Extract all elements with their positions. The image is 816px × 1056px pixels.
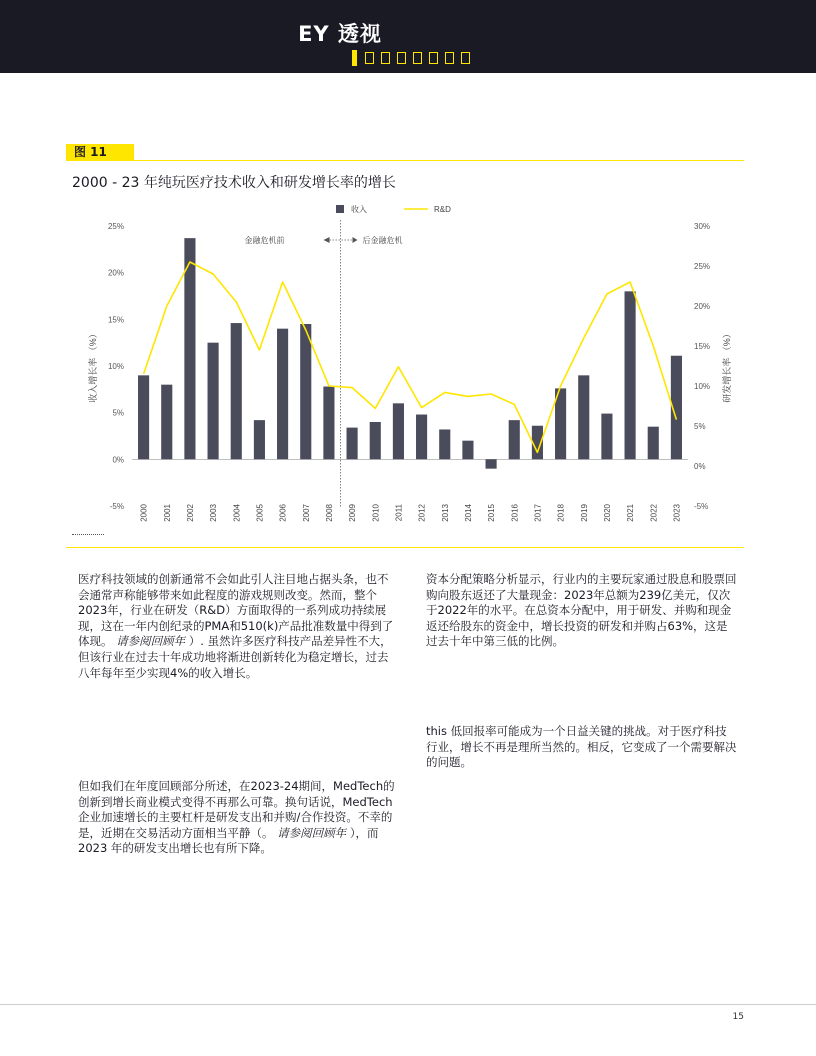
header-title: EY 透视	[298, 22, 382, 46]
x-tick-label: 2008	[324, 504, 334, 522]
header-accent-bar	[352, 50, 357, 66]
x-tick-label: 2010	[371, 504, 381, 522]
missing-glyph-box	[461, 52, 470, 64]
chart	[70, 198, 732, 522]
x-tick-label: 2022	[649, 504, 659, 522]
right-tick-label: 10%	[694, 382, 711, 391]
bar-revenue	[416, 415, 427, 460]
right-tick-label: 15%	[694, 342, 711, 351]
right-tick-label: -5%	[694, 502, 709, 511]
x-tick-label: 2017	[533, 504, 543, 522]
legend-label-revenue: 收入	[351, 205, 367, 214]
left-paragraph-1	[78, 572, 396, 681]
x-tick-label: 2016	[510, 504, 520, 522]
annotation-after-crisis: 后金融危机	[362, 236, 403, 245]
left-paragraph-2-text-cont: ），而 2023 年的研发支出增长也有所下降。	[78, 825, 379, 856]
right-tick-label: 5%	[694, 422, 706, 431]
x-tick-label: 2004	[232, 504, 242, 522]
left-tick-label: 5%	[112, 408, 124, 418]
footer-rule	[0, 1004, 816, 1005]
annotation-before-crisis: 金融危机前	[244, 236, 285, 245]
x-tick-label: 2015	[487, 504, 497, 522]
bar-revenue	[231, 323, 242, 459]
bar-revenue	[393, 403, 404, 459]
missing-glyph-box	[445, 52, 454, 64]
x-tick-label: 2001	[162, 504, 172, 522]
header-subtitle-boxes	[352, 50, 474, 66]
arrow-right-icon	[353, 237, 358, 243]
bar-revenue	[462, 441, 473, 460]
x-tick-label: 2003	[209, 504, 219, 522]
left-axis-title: 收入增长率 （%）	[88, 329, 98, 403]
bar-revenue	[138, 375, 149, 459]
left-tick-label: 10%	[107, 362, 124, 371]
bar-revenue	[184, 238, 195, 459]
bar-revenue	[208, 343, 219, 460]
arrow-left-icon	[324, 237, 330, 243]
right-tick-label: 20%	[694, 302, 711, 311]
right-tick-label: 25%	[694, 262, 711, 271]
missing-glyph-box	[365, 52, 374, 64]
bar-revenue	[625, 291, 636, 459]
left-tick-label: 15%	[107, 315, 124, 325]
figure-top-rule	[66, 160, 744, 161]
x-tick-label: 2007	[301, 504, 311, 522]
bar-revenue	[277, 329, 288, 460]
right-paragraph-1: 资本分配策略分析显示，行业内的主要玩家通过股息和股票回购向股东返还了大量现金：2023年总额为239亿美元，仅次于2022年的水平。在总资本分配中，用于研发、并购和现金返还给股东的资金中，增长投资的研发和并购占63%，这是过去十年中第三低的比例。	[426, 572, 737, 649]
review-reference-link[interactable]: 请参阅回顾年	[116, 634, 186, 649]
left-paragraph-1-text-cont: ）. 虽然许多医疗科技产品差异性不大，但该行业在过去十年成功地将渐进创新转化为稳定增长，过去八年每年至少实现4%的收入增长。	[78, 634, 392, 680]
x-tick-label: 2014	[463, 504, 473, 522]
right-tick-label: 30%	[694, 222, 711, 231]
x-tick-label: 2012	[417, 504, 427, 522]
page-number: 15	[732, 1012, 744, 1022]
bar-revenue	[161, 385, 172, 460]
left-tick-label: 25%	[107, 222, 124, 231]
bar-revenue	[509, 420, 520, 459]
x-tick-label: 2006	[278, 504, 288, 522]
bar-revenue	[323, 387, 334, 460]
bar-revenue	[254, 420, 265, 459]
left-tick-label: 20%	[107, 268, 124, 278]
source-dots	[72, 534, 104, 535]
legend-swatch-revenue	[336, 205, 344, 213]
missing-glyph-box	[429, 52, 438, 64]
bar-revenue	[601, 414, 612, 460]
x-tick-label: 2021	[626, 504, 636, 522]
x-tick-label: 2023	[672, 504, 682, 522]
missing-glyph-box	[381, 52, 390, 64]
x-tick-label: 2018	[556, 504, 566, 522]
x-tick-label: 2009	[348, 504, 358, 522]
left-paragraph-2	[78, 779, 396, 857]
left-paragraph-1-text: 医疗科技领域的创新通常不会如此引人注目地占据头条，也不会通常声称能够带来如此程度的游戏规则改变。然而，整个2023年，行业在研发（R&D）方面取得的一系列成功持续展现，这在一年内创纪录的PMA和510(k)产品批准数量中得到了体现。	[78, 572, 394, 649]
missing-glyph-box	[397, 52, 406, 64]
x-tick-label: 2020	[602, 504, 612, 522]
bar-revenue	[347, 428, 358, 460]
x-tick-label: 2002	[185, 504, 195, 522]
figure-bottom-rule	[66, 547, 744, 548]
series-line-rd	[144, 262, 677, 452]
x-tick-label: 2000	[139, 504, 149, 522]
bar-revenue	[486, 459, 497, 468]
left-tick-label: -5%	[109, 502, 124, 511]
bar-revenue	[439, 429, 450, 459]
bar-revenue	[300, 324, 311, 459]
x-tick-label: 2011	[394, 504, 404, 522]
missing-glyph-box	[413, 52, 422, 64]
x-tick-label: 2019	[579, 504, 589, 522]
page-header	[0, 0, 816, 73]
legend-label-rd: R&D	[434, 205, 451, 214]
bar-revenue	[370, 422, 381, 459]
review-reference-link[interactable]: 请参阅回顾年	[277, 825, 347, 840]
left-paragraph-2-text: 但如我们在年度回顾部分所述，在2023-24期间，MedTech的创新到增长商业模式变得不再那么可靠。换句话说，MedTech企业加速增长的主要杠杆是研发支出和并购/合作投资。不幸的是，近期在交易活动方面相当平静（。	[78, 779, 395, 840]
right-paragraph-2: this 低回报率可能成为一个日益关键的挑战。对于医疗科技行业，增长不再是理所当然的。相反，它变成了一个需要解决的问题。	[426, 724, 737, 770]
x-tick-label: 2005	[255, 504, 265, 522]
x-tick-label: 2013	[440, 504, 450, 522]
figure-label: 图 11	[66, 144, 134, 161]
bar-revenue	[578, 375, 589, 459]
chart-title: 2000 - 23 年纯玩医疗技术收入和研发增长率的增长	[72, 175, 396, 191]
left-tick-label: 0%	[112, 455, 124, 465]
right-tick-label: 0%	[694, 462, 706, 471]
bar-revenue	[648, 427, 659, 460]
right-axis-title: 研发增长率 （%）	[722, 329, 732, 403]
